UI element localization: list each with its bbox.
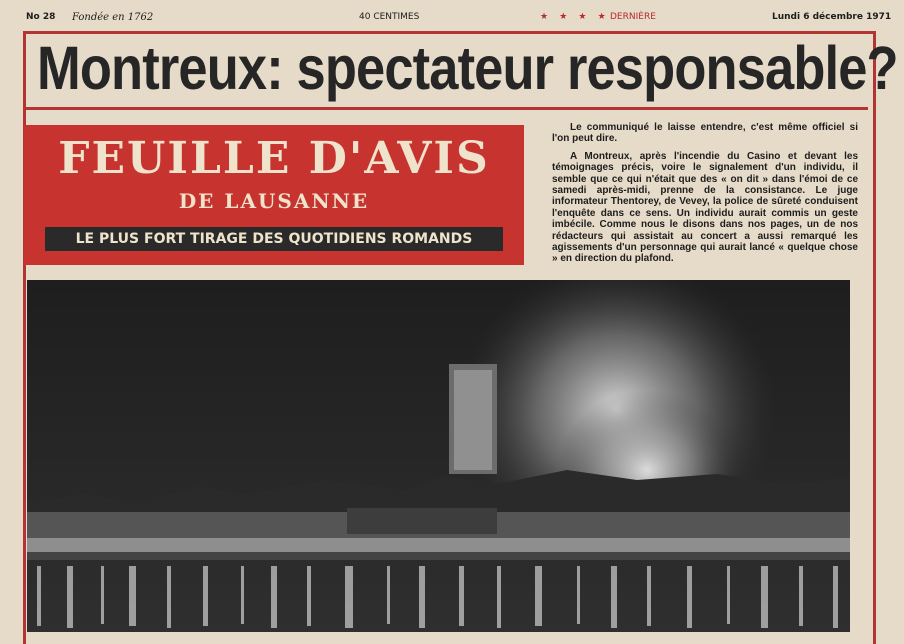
top-info-line [0, 0, 904, 28]
founded-note: Fondée en 1762 [72, 12, 154, 23]
article [552, 122, 858, 271]
night-fire-photo-illustration [27, 280, 850, 632]
price: 40 CENTIMES [359, 12, 420, 22]
headline-box [23, 31, 898, 110]
masthead-tagline: LE PLUS FORT TIRAGE DES QUOTIDIENS ROMANDS [45, 227, 503, 251]
masthead [24, 125, 524, 265]
edition-label: DERNIÈRE [610, 12, 656, 22]
issue-number: No 28 [26, 12, 56, 22]
masthead-subtitle: DE LAUSANNE [178, 189, 370, 213]
masthead-title: FEUILLE D'AVIS [58, 133, 490, 184]
edition-stars: ★ ★ ★ ★ [540, 12, 610, 22]
article-body: A Montreux, après l'incendie du Casino et devant les témoignages précis, voire le signalement d'un individu, il semble que ce qui n'était que des « on dit » dans l'émoi de ce samedi après-midi, prenne de la consistance. Le juge informateur Thentorey, de Vevey, la police de sûreté conduisent l'enquête dans ce sens. Un individu aurait commis un geste imbécile. Comme nous le disons dans nos pages, un de nos rédacteurs qui assistait au concert a aussi remarqué les agissements d'un personnage qui aurait lancé « quelque chose » en direction du plafond. [552, 150, 858, 265]
main-headline: Montreux: spectateur responsable? [37, 34, 898, 102]
issue-date: Lundi 6 décembre 1971 [772, 12, 892, 22]
fire-photo [27, 280, 850, 632]
article-lead: Le communiqué le laisse entendre, c'est même officiel si l'on peut dire. [552, 122, 858, 145]
